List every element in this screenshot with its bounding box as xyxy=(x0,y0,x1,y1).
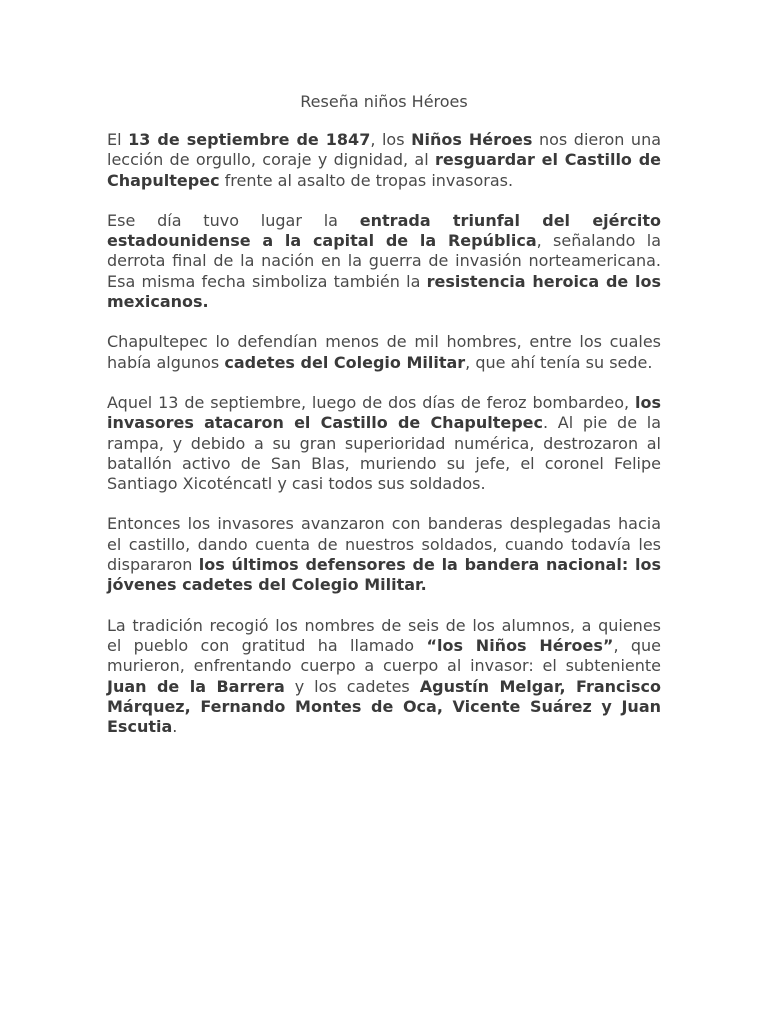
paragraph-3-bold-cadetes: cadetes del Colegio Militar xyxy=(224,352,466,372)
paragraph-2-bold-entrada: entrada triunfal del ejército estadounidense a la capital de la República xyxy=(107,210,662,251)
paragraph-2-text: , señalando la derrota final de la nación en la guerra de invasión norteamericana. Esa misma fecha simboliza también la xyxy=(107,231,661,291)
paragraph-6-text: , que murieron, enfrentando cuerpo a cuerpo al invasor: el subteniente xyxy=(107,635,662,676)
paragraph-4-text: Aquel 13 de septiembre, luego de dos días de feroz bombardeo, xyxy=(107,392,635,412)
paragraph-1-bold-date: 13 de septiembre de 1847 xyxy=(128,130,371,149)
paragraph-5 xyxy=(107,514,661,595)
paragraph-4-text: . Al pie de la rampa, y debido a su gran superioridad numérica, destrozaron al batallón activo de San Blas, muriendo su jefe, el coronel Felipe Santiago Xicoténcatl y casi todos sus soldados. xyxy=(107,413,662,494)
paragraph-2-text: Ese día tuvo lugar la xyxy=(107,210,360,230)
paragraph-6-bold-barrera: Juan de la Barrera xyxy=(107,676,285,696)
paragraph-3 xyxy=(107,332,661,373)
paragraph-6-bold-cadetes-names: Agustín Melgar, Francisco Márquez, Fernando Montes de Oca, Vicente Suárez y Juan Escutia xyxy=(107,676,662,737)
paragraph-3-text: Chapultepec lo defendían menos de mil hombres, entre los cuales había algunos xyxy=(107,332,661,372)
paragraph-4-bold-invasores: los invasores atacaron el Castillo de Chapultepec xyxy=(107,392,661,433)
paragraph-4 xyxy=(107,393,661,494)
paragraph-1-text: , los xyxy=(370,130,412,149)
paragraph-6-bold-ninos-heroes: “los Niños Héroes” xyxy=(426,635,614,655)
paragraph-3-text: , que ahí tenía su sede. xyxy=(465,352,653,372)
paragraph-1-bold-castillo: resguardar el Castillo de Chapultepec xyxy=(107,150,662,190)
paragraph-1-text: El xyxy=(107,130,129,149)
paragraph-6-text: . xyxy=(172,717,178,737)
paragraph-1-text: nos dieron una lección de orgullo, coraje y dignidad, al xyxy=(107,130,662,170)
paragraph-1 xyxy=(107,130,661,191)
paragraph-5-bold-defensores: los últimos defensores de la bandera nacional: los jóvenes cadetes del Colegio Militar. xyxy=(107,555,661,595)
paragraph-1-bold-ninos-heroes: Niños Héroes xyxy=(411,130,533,149)
paragraph-6-text: y los cadetes xyxy=(284,676,420,696)
paragraph-6-text: La tradición recogió los nombres de seis de los alumnos, a quienes el pueblo con gratitud ha llamado xyxy=(107,615,661,655)
paragraph-5-text: Entonces los invasores avanzaron con banderas desplegadas hacia el castillo, dando cuenta de nuestros soldados, cuando todavía les dispararon xyxy=(107,514,661,575)
paragraph-6 xyxy=(107,616,661,738)
document-page xyxy=(107,90,661,757)
paragraph-1-text: frente al asalto de tropas invasoras. xyxy=(219,170,514,190)
paragraph-2-bold-resistencia: resistencia heroica de los mexicanos. xyxy=(107,271,661,312)
document-title: Reseña niños Héroes xyxy=(300,92,468,111)
paragraph-2 xyxy=(107,211,661,312)
